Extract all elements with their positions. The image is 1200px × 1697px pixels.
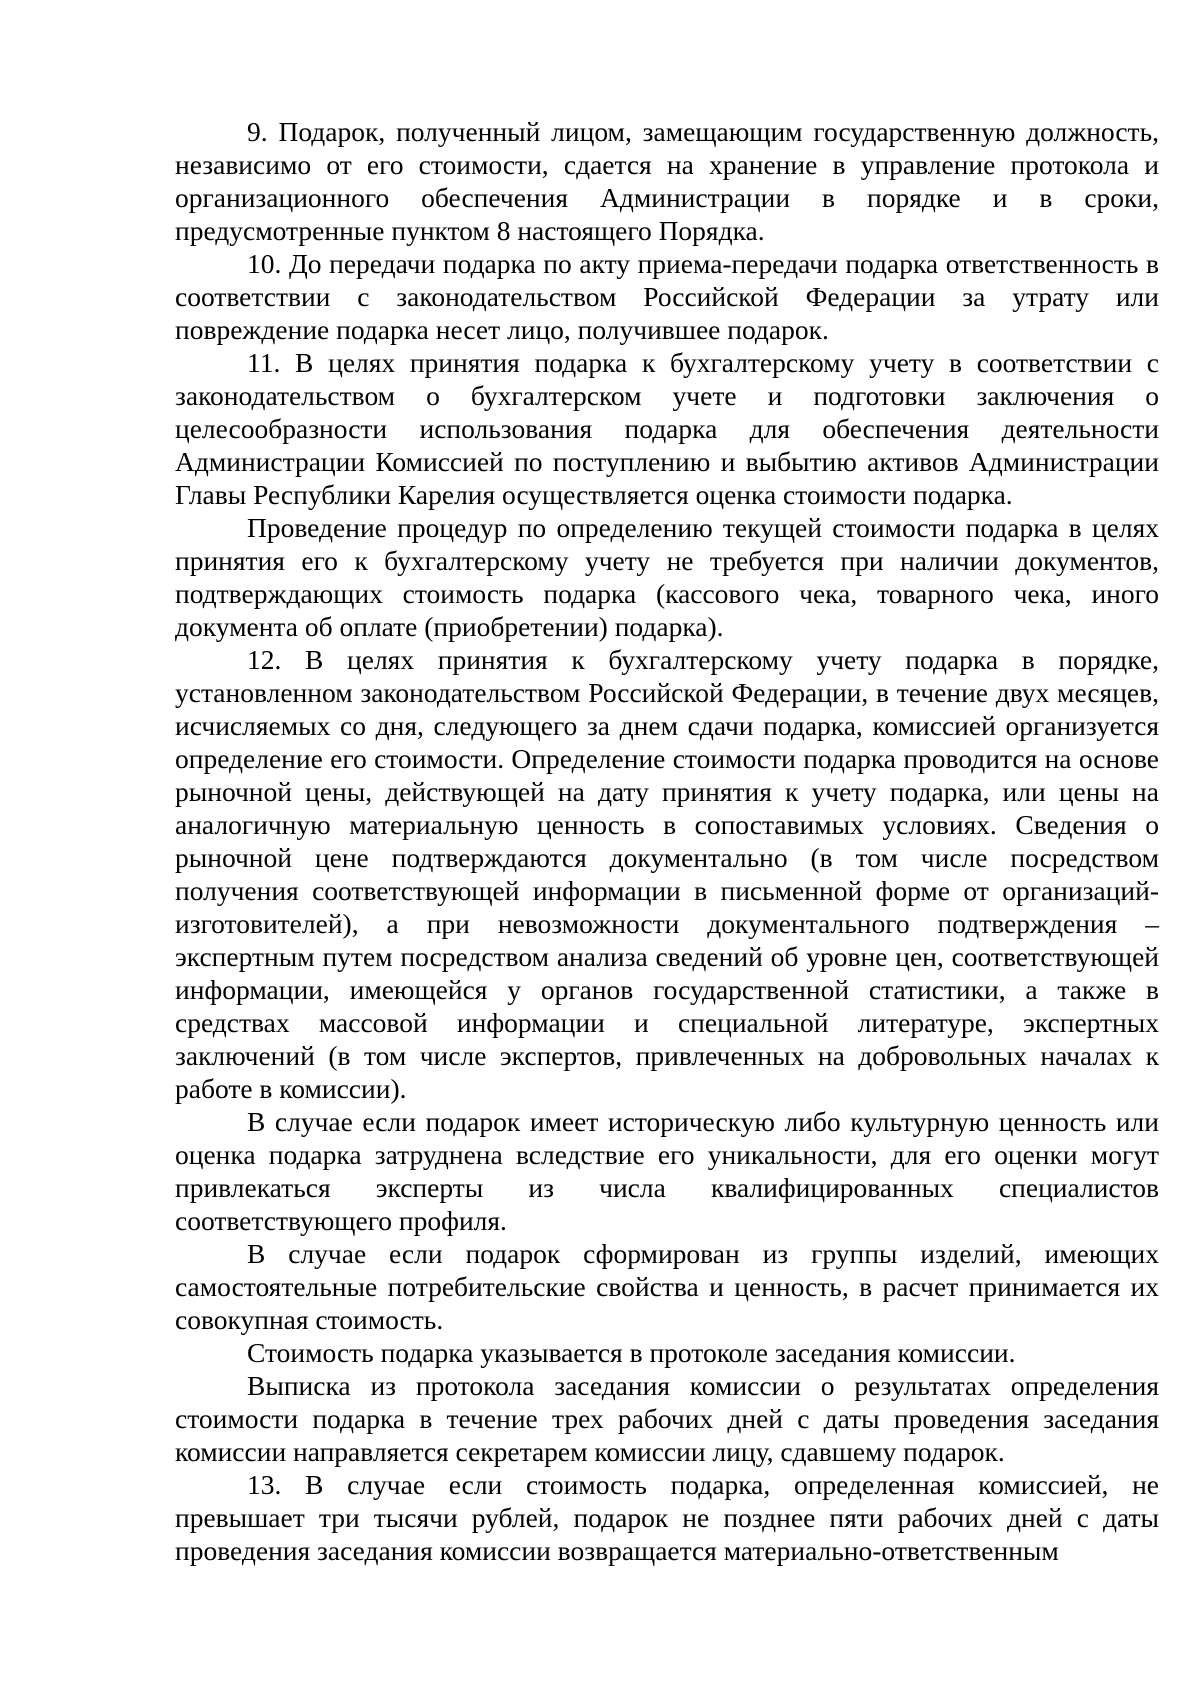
paragraph-item-9: 9. Подарок, полученный лицом, замещающим государственную должность, независимо от его стоимости, сдается на хранение в управление протокола и организационного обеспечения Администрации в порядке и в сроки, предусмотренные пунктом 8 настоящего Порядка. [175,116,1159,246]
paragraph-protocol-extract: Выписка из протокола заседания комиссии о результатах определения стоимости подарка в течение трех рабочих дней с даты проведения заседания комиссии направляется секретарем комиссии лицу, сдавшему подарок. [175,1370,1159,1467]
paragraph-group-of-items: В случае если подарок сформирован из группы изделий, имеющих самостоятельные потребительские свойства и ценность, в расчет принимается их совокупная стоимость. [175,1238,1159,1335]
document-body [175,115,1159,1567]
paragraph-procedures: Проведение процедур по определению текущей стоимости подарка в целях принятия его к бухгалтерскому учету не требуется при наличии документов, подтверждающих стоимость подарка (кассового чека, товарного чека, иного документа об оплате (приобретении) подарка). [175,512,1159,642]
paragraph-item-11: 11. В целях принятия подарка к бухгалтерскому учету в соответствии с законодательством о бухгалтерском учете и подготовки заключения о целесообразности использования подарка для обеспечения деятельности Администрации Комиссией по поступлению и выбытию активов Администрации Главы Республики Карелия осуществляется оценка стоимости подарка. [175,347,1159,510]
paragraph-item-13: 13. В случае если стоимость подарка, определенная комиссией, не превышает три тысячи рублей, подарок не позднее пяти рабочих дней с даты проведения заседания комиссии возвращается материально-ответственным [175,1469,1159,1566]
paragraph-protocol-value: Стоимость подарка указывается в протоколе заседания комиссии. [247,1337,1016,1368]
paragraph-item-12: 12. В целях принятия к бухгалтерскому учету подарка в порядке, установленном законодательством Российской Федерации, в течение двух месяцев, исчисляемых со дня, следующего за днем сдачи подарка, комиссией организуется определение его стоимости. Определение стоимости подарка проводится на основе рыночной цены, действующей на дату принятия к учету подарка, или цены на аналогичную материальную ценность в сопоставимых условиях. Сведения о рыночной цене подтверждаются документально (в том числе посредством получения соответствующей информации в письменной форме от организаций-изготовителей), а при невозможности документального подтверждения – экспертным путем посредством анализа сведений об уровне цен, соответствующей информации, имеющейся у органов государственной статистики, а также в средствах массовой информации и специальной литературе, экспертных заключений (в том числе экспертов, привлеченных на добровольных началах к работе в комиссии). [175,644,1159,1104]
paragraph-historical-value: В случае если подарок имеет историческую либо культурную ценность или оценка подарка затруднена вследствие его уникальности, для его оценки могут привлекаться эксперты из числа квалифицированных специалистов соответствующего профиля. [175,1106,1159,1236]
paragraph-item-10: 10. До передачи подарка по акту приема-передачи подарка ответственность в соответствии с законодательством Российской Федерации за утрату или повреждение подарка несет лицо, получившее подарок. [175,248,1159,345]
